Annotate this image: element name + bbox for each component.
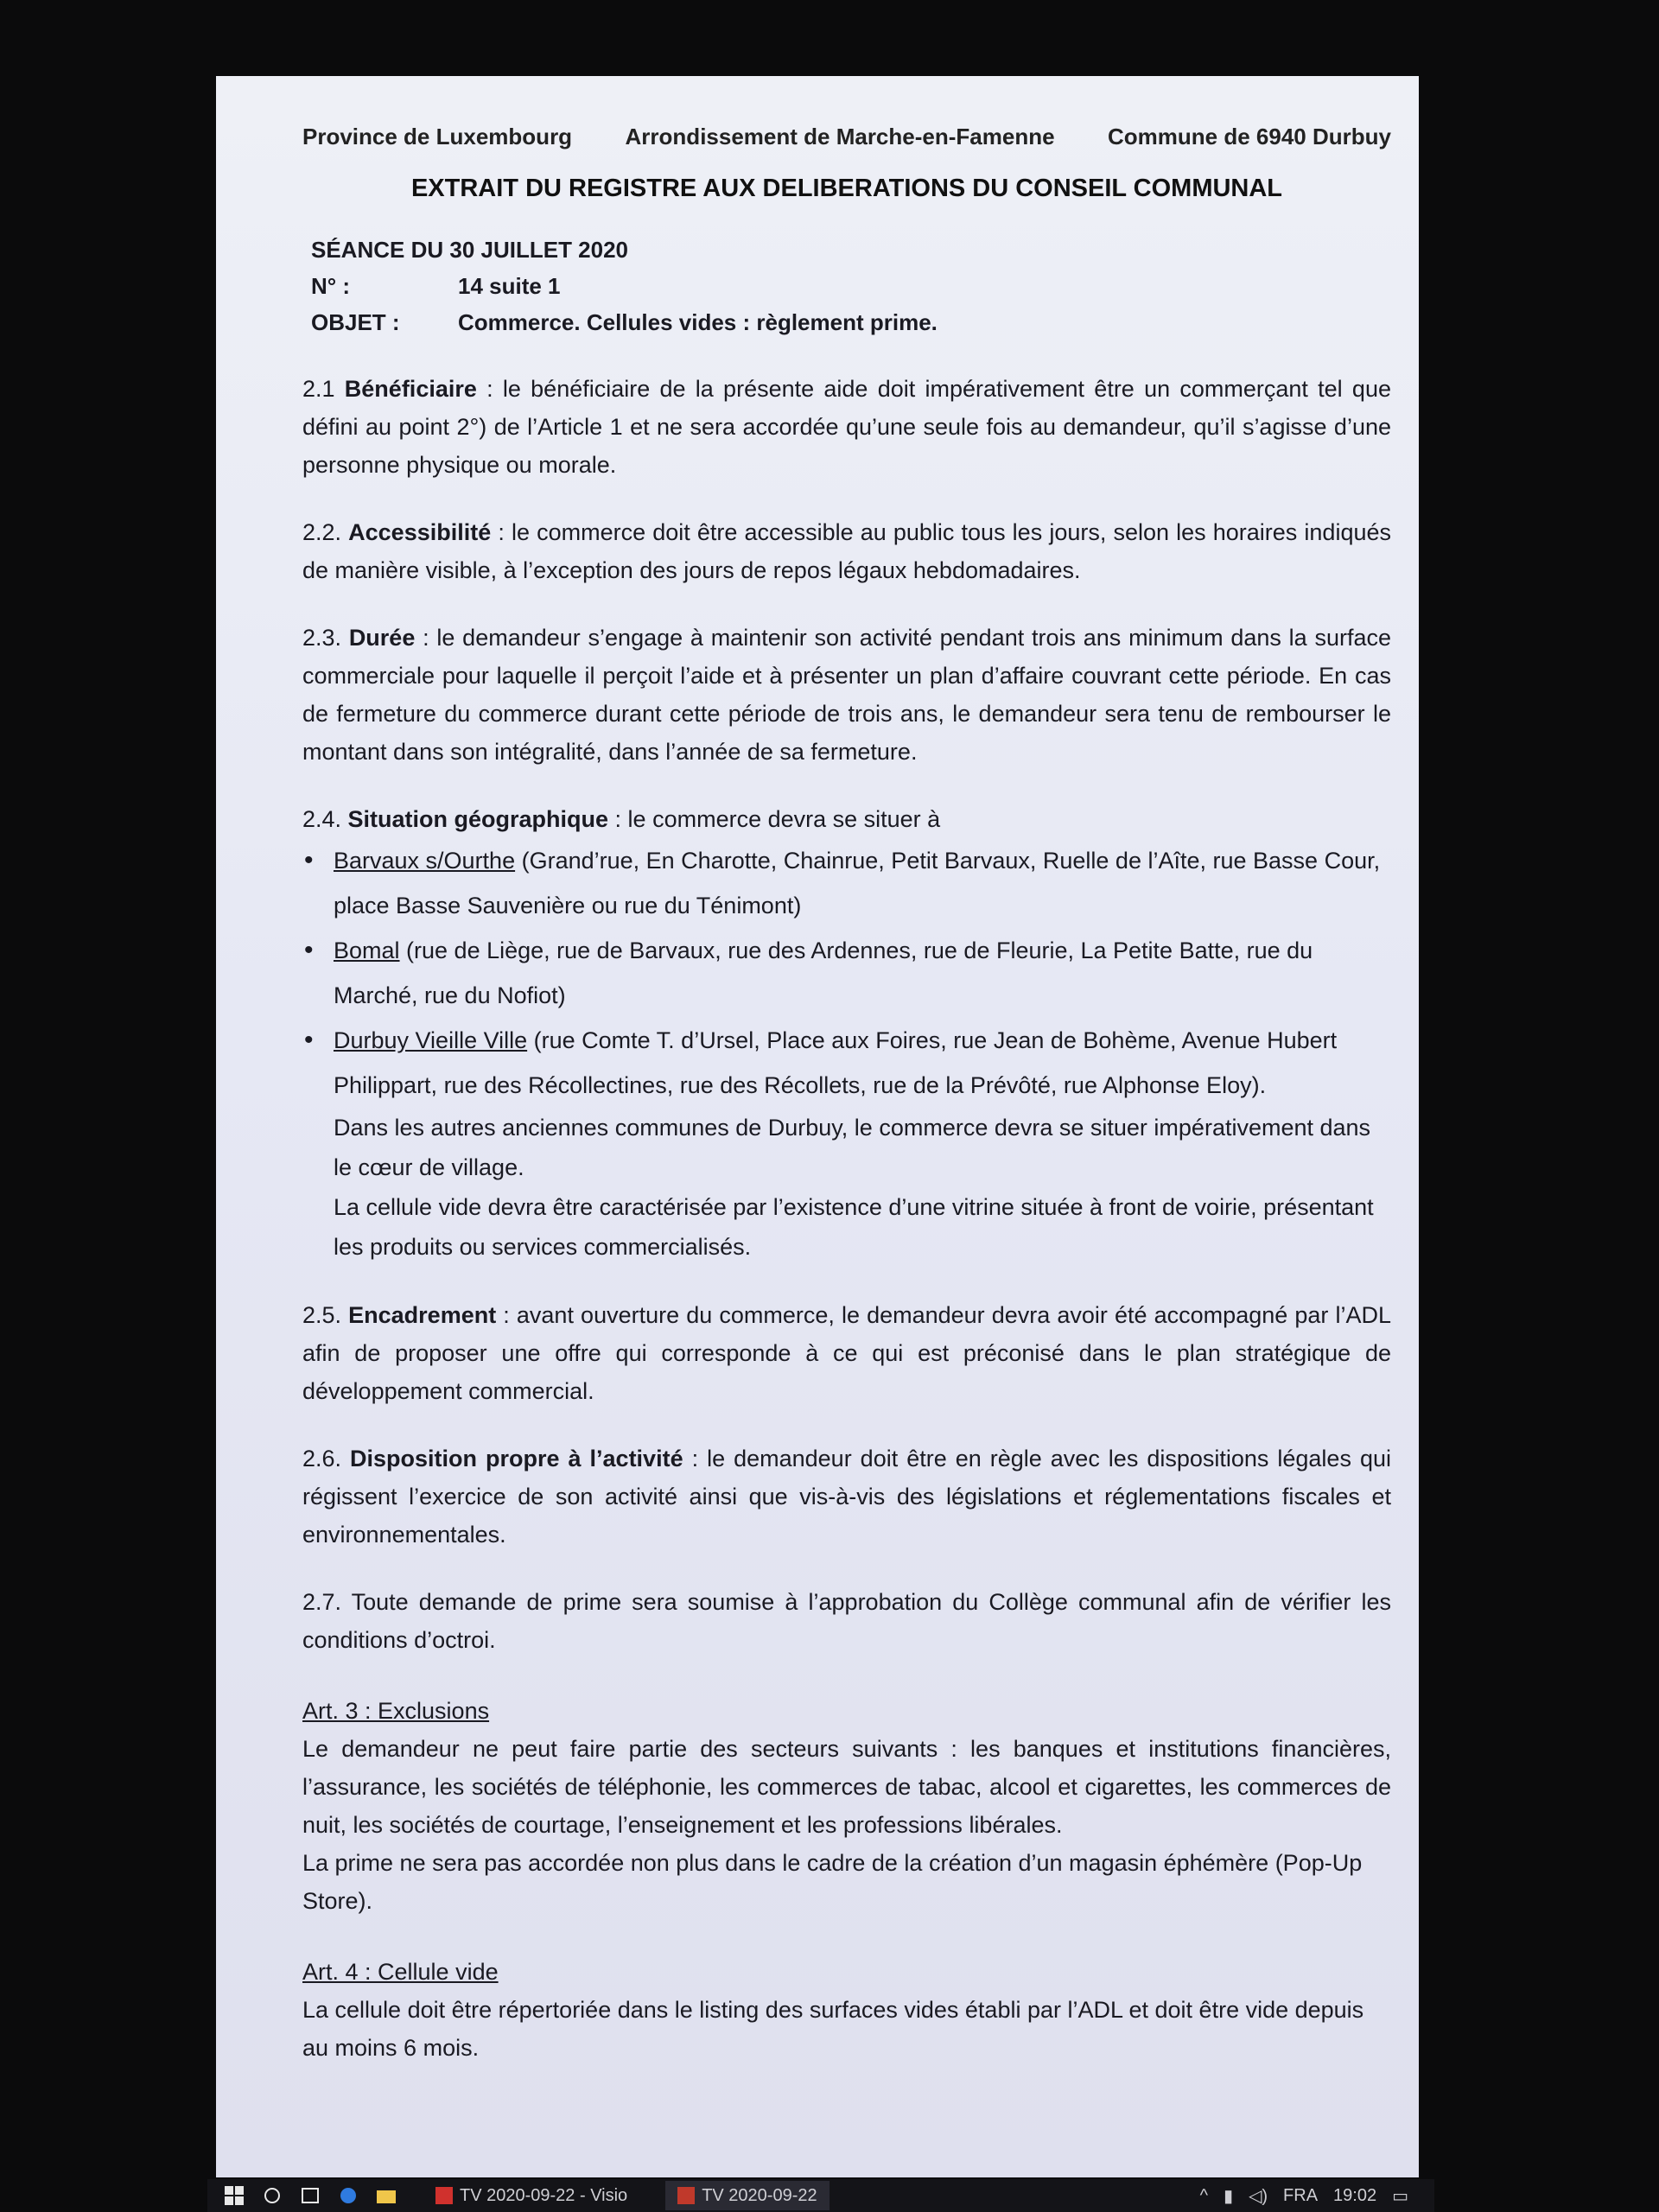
volume-icon[interactable]: ◁): [1248, 2186, 1268, 2206]
section-title: Encadrement: [348, 1302, 497, 1328]
section-text: : avant ouverture du commerce, le demandeur devra avoir été accompagné par l’ADL afin de proposer une offre qui corresponde à ce qui est préconisé dans le plan stratégique de développement commercial.: [302, 1302, 1391, 1404]
taskbar-app-label: TV 2020-09-22: [702, 2185, 817, 2205]
numero-value: 14 suite 1: [458, 273, 561, 299]
document-app-icon: [677, 2187, 695, 2204]
list-item: [330, 1018, 1391, 1108]
place-name: Durbuy Vieille Ville: [334, 1027, 528, 1053]
section-text: : le demandeur doit être en règle avec les dispositions légales qui régissent l’exercice de son activité ainsi que vis-à-vis des législations et réglementations fiscales et environnementales.: [302, 1446, 1391, 1548]
place-streets: (Grand’rue, En Charotte, Chainrue, Petit Barvaux, Ruelle de l’Aîte, rue Basse Cour, place Basse Sauvenière ou rue du Ténimont): [334, 848, 1381, 918]
section-number: 2.3.: [302, 625, 349, 651]
edge-browser-icon[interactable]: [337, 2184, 359, 2207]
header-line: [302, 118, 1391, 156]
taskbar-app-visio[interactable]: [423, 2181, 639, 2210]
taskbar-app-label: TV 2020-09-22 - Visio: [460, 2185, 628, 2205]
section-number: 2.1: [302, 376, 345, 402]
clock[interactable]: 19:02: [1333, 2185, 1377, 2205]
article-3-text-1: Le demandeur ne peut faire partie des secteurs suivants : les banques et institutions financières, l’assurance, les sociétés de téléphonie, les commerces de tabac, alcool et cigarettes, les commerces de nuit, les sociétés de courtage, l’enseignement et les professions libérales.: [302, 1736, 1391, 1838]
section-2-5: [302, 1296, 1391, 1410]
meta-block: [311, 232, 1391, 340]
place-streets: (rue Comte T. d’Ursel, Place aux Foires, rue Jean de Bohème, Avenue Hubert Philippart, rue des Récollectines, rue des Récollets, rue de la Prévôté, rue Alphonse Eloy).: [334, 1027, 1338, 1098]
document-screen: [216, 76, 1419, 2177]
commune-label: Commune de 6940 Durbuy: [1108, 124, 1391, 149]
objet-value: Commerce. Cellules vides : règlement prime.: [458, 309, 938, 335]
numero-row: [311, 268, 1391, 304]
arrondissement-label: Arrondissement de Marche-en-Famenne: [625, 124, 1055, 149]
section-title: Disposition propre à l’activité: [350, 1446, 683, 1471]
search-icon[interactable]: [261, 2184, 283, 2207]
document-title: EXTRAIT DU REGISTRE AUX DELIBERATIONS DU CONSEIL COMMUNAL: [410, 175, 1283, 202]
file-explorer-icon[interactable]: [375, 2184, 397, 2207]
article-4-title: Art. 4 : Cellule vide: [302, 1959, 499, 1985]
section-text: : le demandeur s’engage à maintenir son activité pendant trois ans minimum dans la surface commerciale pour laquelle il perçoit l’aide et à présenter un plan d’affaire couvrant cette période. En cas de fermeture du commerce durant cette période de trois ans, le demandeur sera tenu de rembourser le montant dans son intégralité, dans l’année de sa fermeture.: [302, 625, 1391, 765]
section-text: : le commerce doit être accessible au public tous les jours, selon les horaires indiqués de manière visible, à l’exception des jours de repos légaux hebdomadaires.: [302, 519, 1391, 583]
system-tray: [1200, 2185, 1434, 2207]
objet-label: OBJET :: [311, 309, 400, 335]
location-list: [302, 838, 1391, 1108]
article-3-text-2: La prime ne sera pas accordée non plus dans le cadre de la création d’un magasin éphémère (Pop-Up Store).: [302, 1850, 1363, 1914]
article-3-title: Art. 3 : Exclusions: [302, 1698, 490, 1724]
place-streets: (rue de Liège, rue de Barvaux, rue des Ardennes, rue de Fleurie, La Petite Batte, rue du Marché, rue du Nofiot): [334, 938, 1313, 1008]
network-icon[interactable]: ▮: [1223, 2186, 1233, 2206]
section-text: : le commerce devra se situer à: [608, 806, 941, 832]
task-view-icon[interactable]: [299, 2184, 321, 2207]
list-item: [330, 838, 1391, 928]
province-label: Province de Luxembourg: [302, 124, 573, 149]
section-2-4: [302, 800, 1391, 838]
language-indicator[interactable]: FRA: [1283, 2185, 1319, 2205]
chevron-up-icon[interactable]: ^: [1199, 2185, 1208, 2205]
place-name: Barvaux s/Ourthe: [334, 848, 516, 874]
section-number: 2.2.: [302, 519, 349, 545]
numero-label: N° :: [311, 273, 351, 299]
section-2-2: [302, 513, 1391, 589]
section-2-4-extra-1: Dans les autres anciennes communes de Durbuy, le commerce devra se situer impérativement dans le cœur de village.: [334, 1115, 1371, 1180]
section-2-7: 2.7. Toute demande de prime sera soumise à l’approbation du Collège communal afin de vérifier les conditions d’octroi.: [302, 1589, 1391, 1653]
section-text: : le bénéficiaire de la présente aide doit impérativement être un commerçant tel que défini au point 2°) de l’Article 1 et ne sera accordée qu’une seule fois au demandeur, qu’il s’agisse d’une personne physique ou morale.: [302, 376, 1391, 478]
notification-icon[interactable]: ▭: [1392, 2186, 1408, 2206]
objet-row: [311, 304, 1391, 340]
section-2-6: [302, 1440, 1391, 1554]
section-title: Bénéficiaire: [344, 376, 477, 402]
article-4-text: La cellule doit être répertoriée dans le listing des surfaces vides établi par l’ADL et doit être vide depuis au moins 6 mois.: [302, 1997, 1364, 2061]
section-2-1: [302, 370, 1391, 484]
section-2-4-extra-2: La cellule vide devra être caractérisée par l’existence d’une vitrine située à front de voirie, présentant les produits ou services commercialisés.: [334, 1194, 1374, 1260]
place-name: Bomal: [334, 938, 400, 963]
list-item: [330, 928, 1391, 1018]
section-title: Accessibilité: [348, 519, 492, 545]
document-page: [302, 118, 1391, 2067]
windows-start-icon[interactable]: [223, 2184, 245, 2207]
taskbar: [207, 2179, 1434, 2212]
taskbar-app-document[interactable]: [665, 2181, 829, 2210]
section-title: Durée: [348, 625, 416, 651]
seance-date: SÉANCE DU 30 JUILLET 2020: [311, 237, 629, 263]
section-number: 2.5.: [302, 1302, 349, 1328]
section-number: 2.6.: [302, 1446, 351, 1471]
section-number: 2.4.: [302, 806, 348, 832]
section-2-3: [302, 619, 1391, 771]
pdf-app-icon: [435, 2187, 453, 2204]
section-title: Situation géographique: [347, 806, 609, 832]
